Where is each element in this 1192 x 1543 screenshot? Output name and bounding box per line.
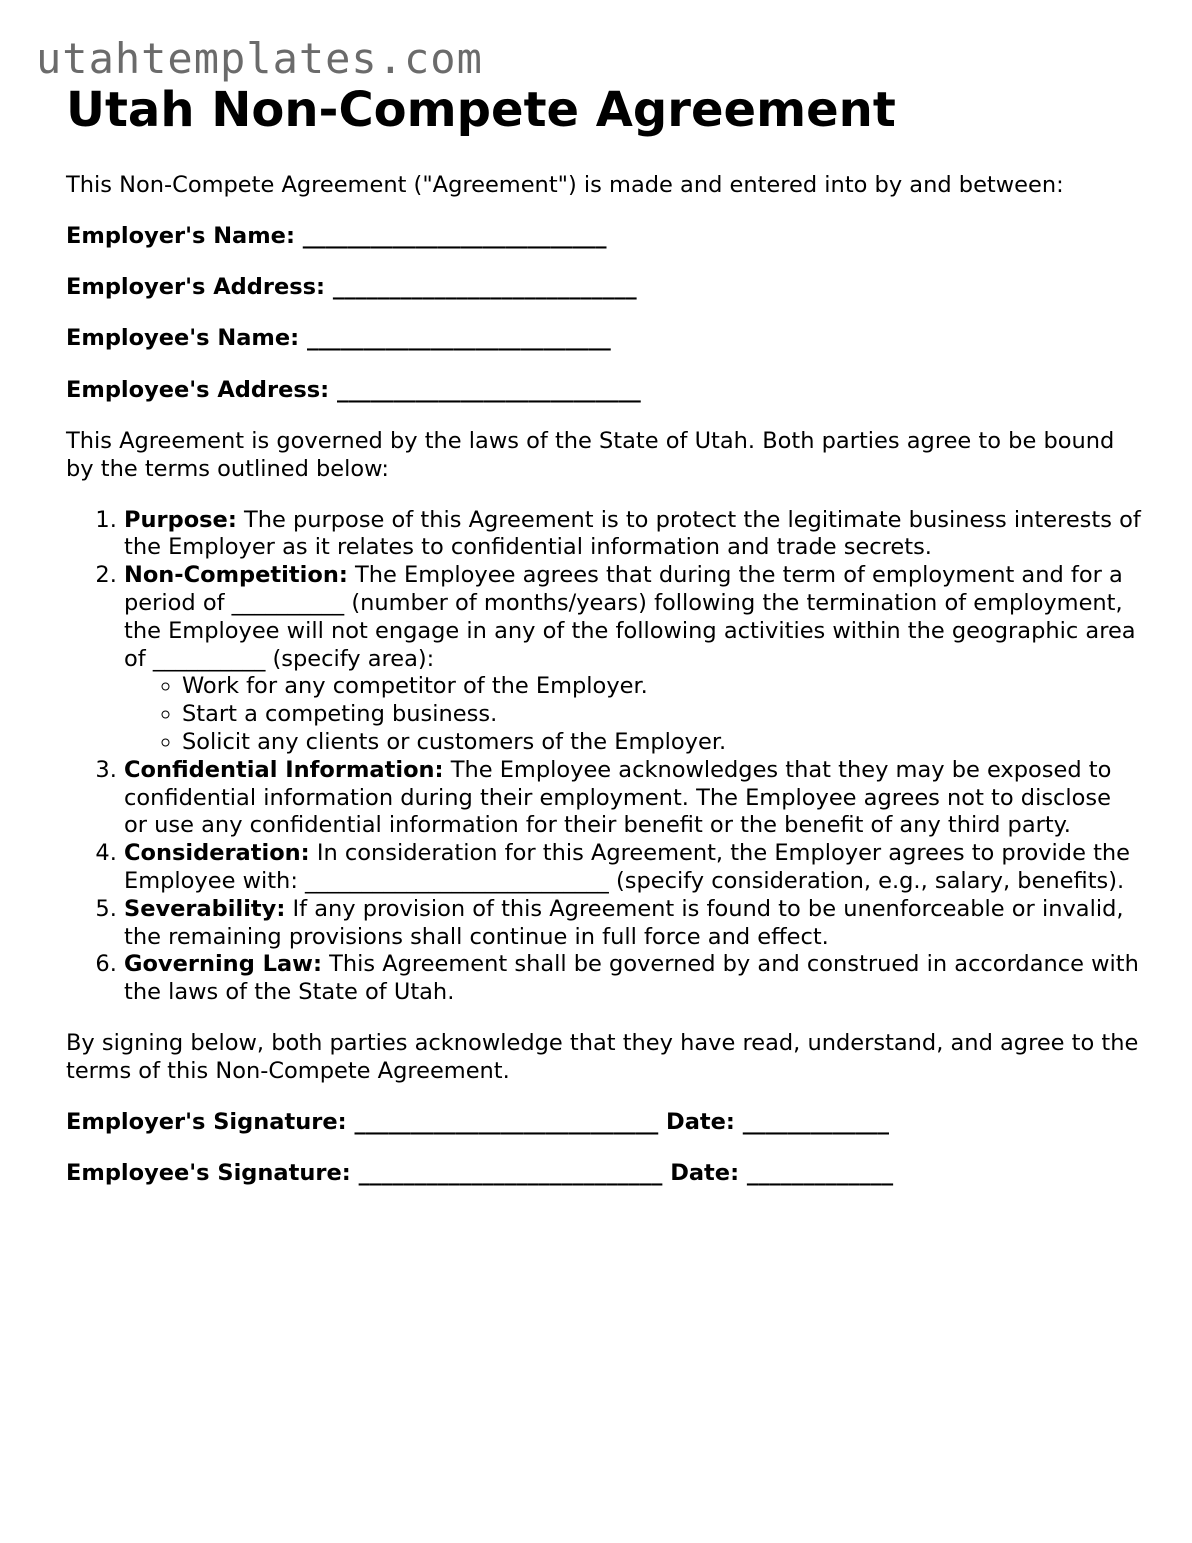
field-blank[interactable]: ___________________________ xyxy=(337,376,641,403)
employer-name-field[interactable] xyxy=(66,223,1141,251)
term-item-purpose xyxy=(124,507,1141,563)
term-text: The purpose of this Agreement is to protect the legitimate business interests of the Employer as it relates to confidential information and trade secrets. xyxy=(124,506,1141,561)
list-item: ◦ Start a competing business. xyxy=(182,701,1141,729)
field-blank[interactable]: ___________________________ xyxy=(332,274,637,301)
term-heading: Consideration: xyxy=(124,840,310,867)
term-heading: Non-Competition: xyxy=(124,562,348,589)
signature-label: Employee's Signature: xyxy=(66,1160,351,1187)
document-body xyxy=(66,172,1141,1212)
signature-blank[interactable]: ___________________________ xyxy=(358,1160,663,1187)
term-text: If any provision of this Agreement is found to be unenforceable or invalid, the remaining provisions shall continue in full force and effect. xyxy=(124,895,1124,950)
field-blank[interactable]: ___________________________ xyxy=(306,325,611,352)
field-blank[interactable]: ___________________________ xyxy=(302,222,607,249)
date-label: Date: xyxy=(666,1109,735,1136)
term-heading: Severability: xyxy=(124,895,286,922)
term-heading: Governing Law: xyxy=(124,951,322,978)
signature-label: Employer's Signature: xyxy=(66,1109,347,1136)
employee-name-field[interactable] xyxy=(66,325,1141,353)
closing-paragraph: By signing below, both parties acknowledge that they have read, understand, and agree to the terms of this Non-Compete Agreement. xyxy=(66,1029,1139,1084)
term-text: In consideration for this Agreement, the Employer agrees to provide the Employee with: ___________________________ (specify consideration, e.g., salary, benefits). xyxy=(124,840,1131,894)
term-text: This Agreement shall be governed by and construed in accordance with the laws of the State of Utah. xyxy=(124,951,1139,1006)
term-item-confidential-information xyxy=(124,757,1141,840)
terms-list xyxy=(66,507,1141,1007)
employee-address-field[interactable] xyxy=(66,377,1141,405)
field-label: Employer's Name: xyxy=(66,222,295,249)
list-item: ◦ Work for any competitor of the Employer. xyxy=(182,673,1141,701)
employer-address-field[interactable] xyxy=(66,274,1141,302)
term-text: The Employee acknowledges that they may be exposed to confidential information during their employment. The Employee agrees not to disclose or use any confidential information for their benefit or the benefit of any third party. xyxy=(124,756,1112,839)
page-title: Utah Non-Compete Agreement xyxy=(66,82,896,138)
signature-blank[interactable]: ___________________________ xyxy=(354,1109,659,1136)
field-label: Employee's Name: xyxy=(66,325,300,352)
governing-intro: This Agreement is governed by the laws of the State of Utah. Both parties agree to be bound by the terms outlined below: xyxy=(66,427,1115,482)
employer-signature-line[interactable] xyxy=(66,1109,1141,1137)
date-blank[interactable]: _____________ xyxy=(742,1109,889,1136)
term-item-governing-law xyxy=(124,951,1141,1007)
list-item: ◦ Solicit any clients or customers of the Employer. xyxy=(182,729,1141,757)
field-label: Employer's Address: xyxy=(66,274,325,301)
term-text: The Employee agrees that during the term of employment and for a period of __________ (number of months/years) following the termination of employment, the Employee will not engage in any of the following activities within the geographic area of __________ (specify area): xyxy=(124,562,1136,672)
term-item-consideration xyxy=(124,840,1141,896)
date-label: Date: xyxy=(670,1160,740,1187)
term-heading: Purpose: xyxy=(124,506,237,533)
employee-signature-line[interactable] xyxy=(66,1160,1141,1188)
field-label: Employee's Address: xyxy=(66,376,330,403)
term-item-severability xyxy=(124,896,1141,952)
intro-paragraph: This Non-Compete Agreement ("Agreement") is made and entered into by and between: xyxy=(66,172,1064,198)
term-item-non-competition xyxy=(124,562,1141,757)
watermark: utahtemplates.com xyxy=(36,34,483,83)
date-blank[interactable]: _____________ xyxy=(746,1160,894,1187)
term-heading: Confidential Information: xyxy=(124,756,444,783)
restricted-activities-list xyxy=(124,673,1141,756)
